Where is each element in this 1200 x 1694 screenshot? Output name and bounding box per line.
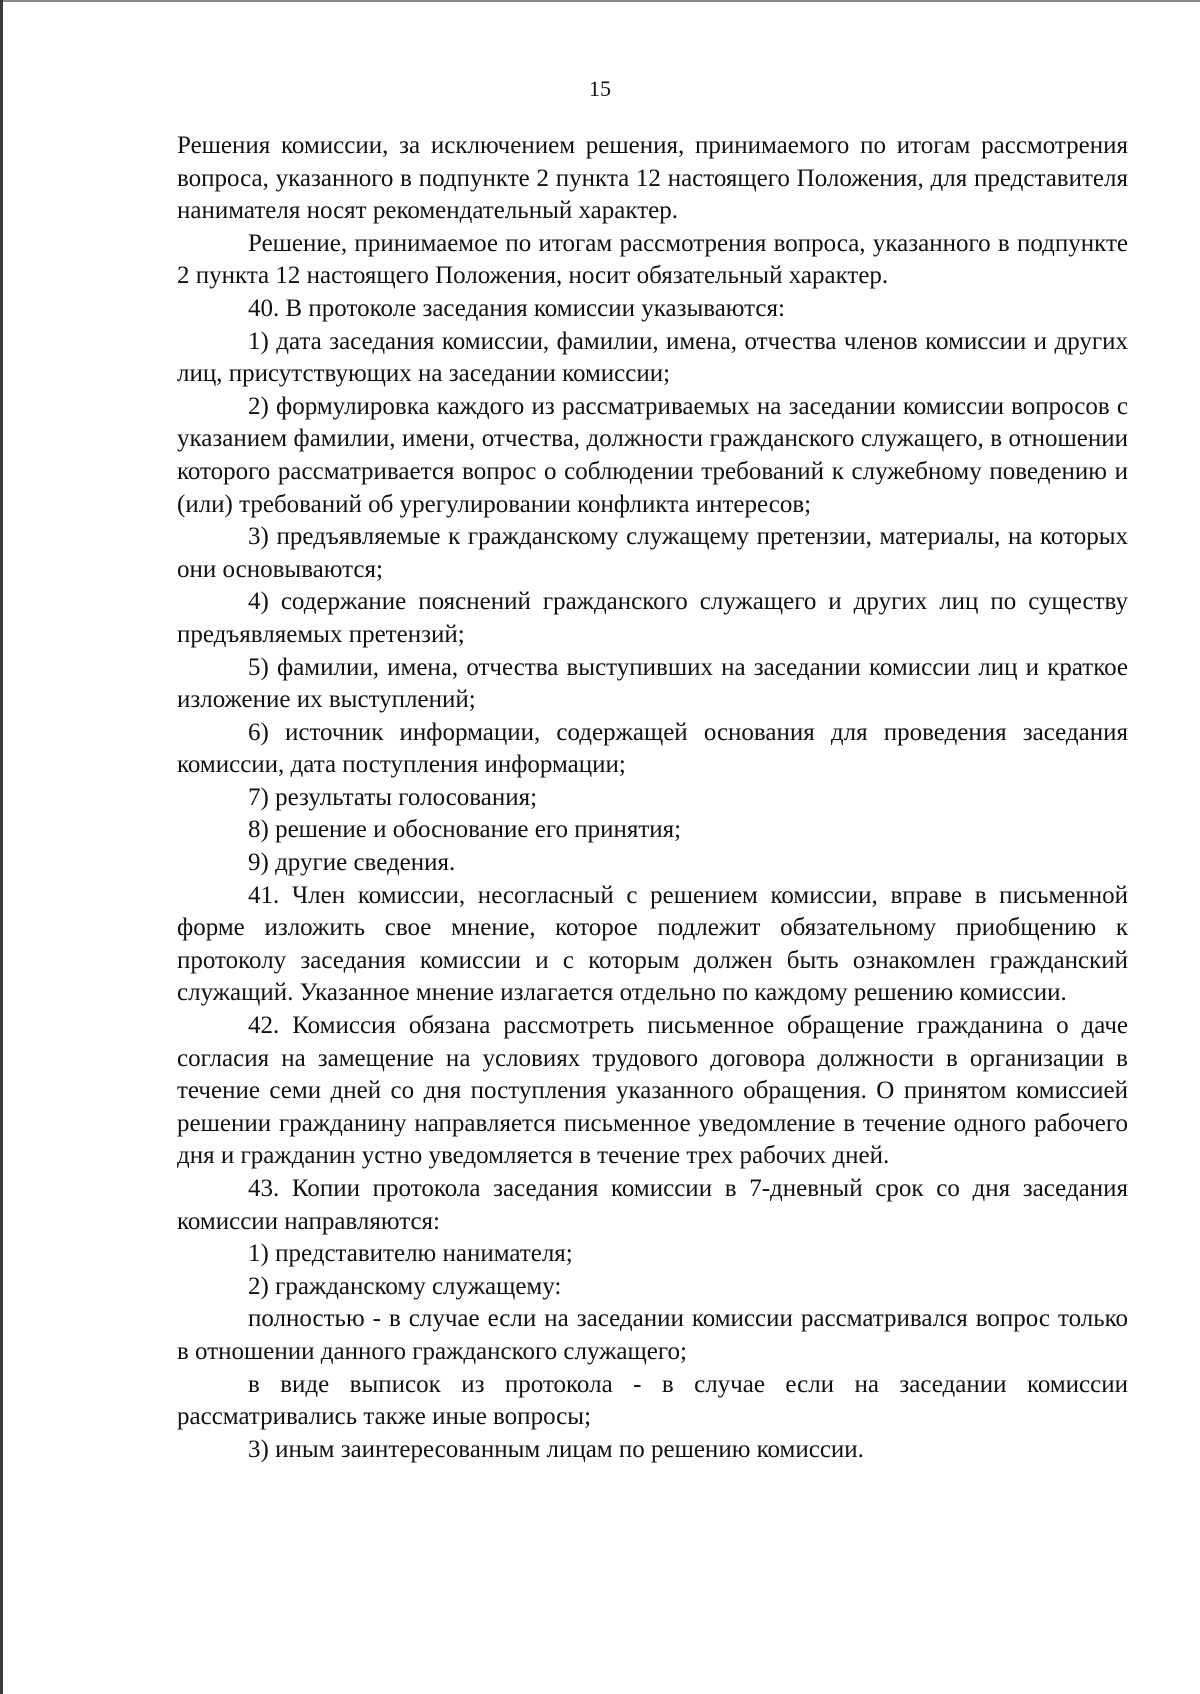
paragraph: Решения комиссии, за исключением решения, принимаемого по итогам рассмотрения вопроса, указанного в подпункте 2 пункта 12 настоящего Положения, для представителя нанимателя носят рекомендательный характер. [177,132,1128,225]
document-body [177,130,1128,1466]
sub-item: полностью - в случае если на заседании комиссии рассматривался вопрос только в отношении данного гражданского служащего; [177,1305,1128,1365]
list-item: 1) дата заседания комиссии, фамилии, имена, отчества членов комиссии и других лиц, присутствующих на заседании комиссии; [177,327,1128,388]
list-item: 2) формулировка каждого из рассматриваемых на заседании комиссии вопросов с указанием фамилии, имени, отчества, должности гражданского служащего, в отношении которого рассматривается вопрос о соблюдении требований к служебному поведению и (или) требований об урегулировании конфликта интересов; [177,392,1128,518]
list-item: 5) фамилии, имена, отчества выступивших на заседании комиссии лиц и краткое изложение их выступлений; [177,653,1128,714]
list-item: 6) источник информации, содержащей основания для проведения заседания комиссии, дата поступления информации; [177,718,1128,779]
scan-edge-left [0,0,3,1694]
list-item: 8) решение и обоснование его принятия; [248,816,682,844]
list-item: 4) содержание пояснений гражданского служащего и других лиц по существу предъявляемых претензий; [177,588,1128,648]
paragraph: Решение, принимаемое по итогам рассмотрения вопроса, указанного в подпункте 2 пункта 12 настоящего Положения, носит обязательный характер. [177,229,1128,290]
section-heading-40: 40. В протоколе заседания комиссии указываются: [248,294,785,322]
list-item: 7) результаты голосования; [248,783,538,811]
sub-item: в виде выписок из протокола - в случае если на заседании комиссии рассматривались также иные вопросы; [177,1370,1128,1431]
section-paragraph-42: 42. Комиссия обязана рассмотреть письменное обращение гражданина о даче согласия на замещение на условиях трудового договора должности в организации в течение семи дней со дня поступления указанного обращения. О принятом комиссией решении гражданину направляется письменное уведомление в течение одного рабочего дня и гражданин устно уведомляется в течение трех рабочих дней. [177,1012,1128,1170]
page-number: 15 [589,76,611,101]
scan-edge-top [0,0,1200,2]
section-paragraph-43: 43. Копии протокола заседания комиссии в 7-дневный срок со дня заседания комиссии направляются: [177,1175,1128,1235]
section-paragraph-41: 41. Член комиссии, несогласный с решением комиссии, вправе в письменной форме изложить свое мнение, которое подлежит обязательному приобщению к протоколу заседания комиссии и с которым должен быть ознакомлен гражданский служащий. Указанное мнение излагается отдельно по каждому решению комиссии. [177,881,1128,1007]
list-item: 9) другие сведения. [248,849,456,877]
list-item: 3) иным заинтересованным лицам по решению комиссии. [248,1435,864,1463]
list-item: 1) представителю нанимателя; [248,1240,573,1268]
list-item: 2) гражданскому служащему: [248,1272,562,1300]
list-item: 3) предъявляемые к гражданскому служащему претензии, материалы, на которых они основываются; [177,523,1128,583]
